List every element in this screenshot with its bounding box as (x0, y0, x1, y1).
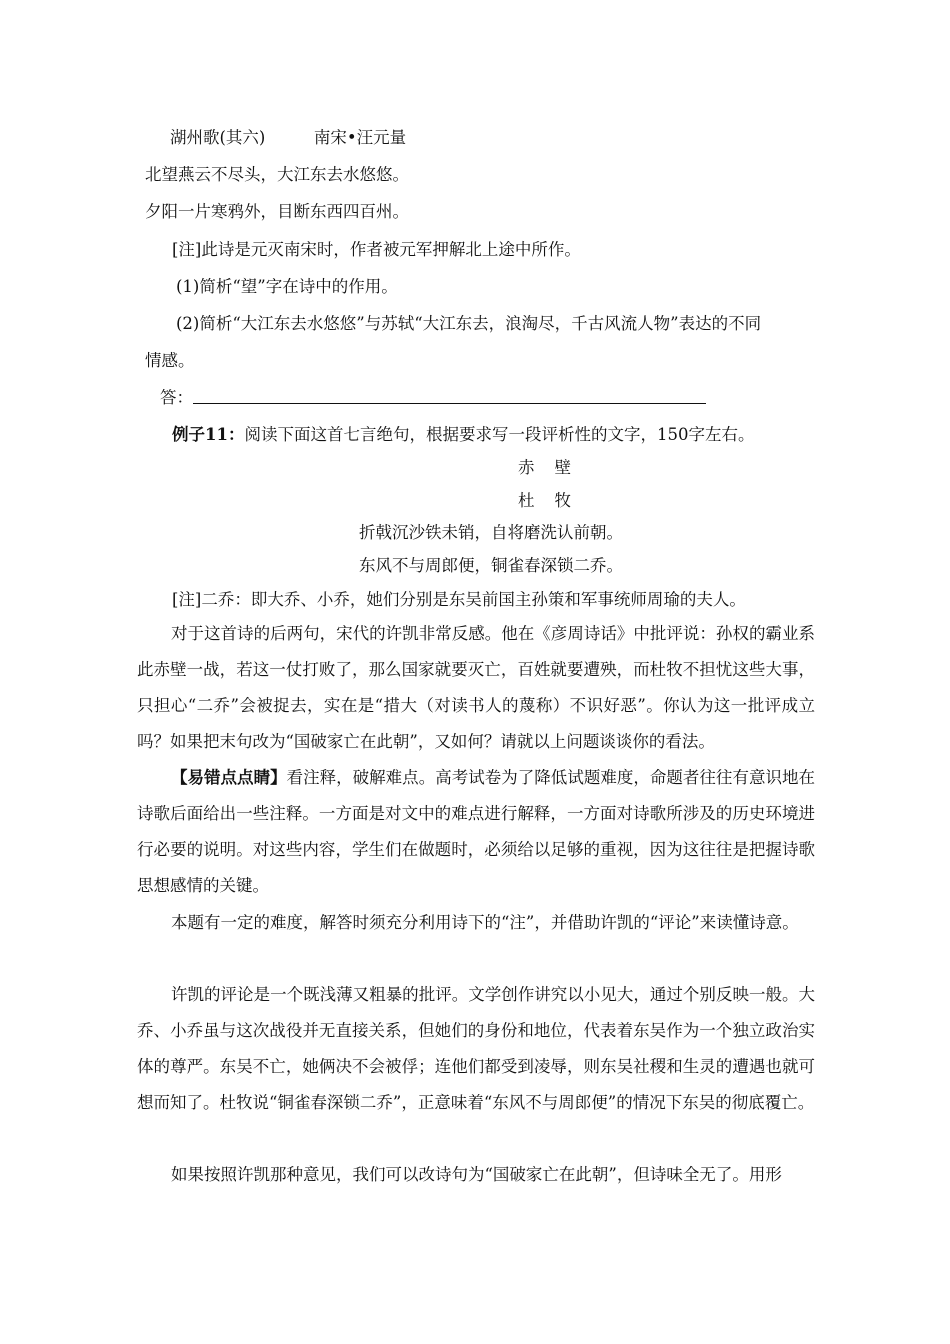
tip-label: 【易错点点睛】 (171, 768, 287, 787)
question-1: (1)简析“望”字在诗中的作用。 (176, 277, 398, 296)
paragraph-tip (137, 760, 815, 904)
paragraph-criticism: 对于这首诗的后两句，宋代的许凯非常反感。他在《彦周诗话》中批评说：孙权的霸业系此赤壁一战，若这一仗打败了，那么国家就要灭亡，百姓就要遭殃，而杜牧不担忧这些大事，只担心“二乔”会被捉去，实在是“措大（对读书人的蔑称）不识好恶”。你认为这一批评成立吗？如果把末句改为“国破家亡在此朝”，又如何？请就以上问题谈谈你的看法。 (137, 624, 815, 751)
tip-text: 看注释，破解难点。高考试卷为了降低试题难度，命题者往往有意识地在诗歌后面给出一些注释。一方面是对文中的难点进行解释，一方面对诗歌所涉及的历史环境进行必要的说明。对这些内容，学生们在做题时，必须给以足够的重视，因为这往往是把握诗歌思想感情的关键。 (137, 768, 816, 895)
poem1-title: 湖州歌(其六) (170, 128, 266, 147)
paragraph-approach: 本题有一定的难度，解答时须充分利用诗下的“注”，并借助许凯的“评论”来读懂诗意。 (171, 913, 799, 932)
example-11-label: 例子11： (172, 425, 245, 444)
question-2-line-1: (2)简析“大江东去水悠悠”与苏轼“大江东去，浪淘尽，千古风流人物”表达的不同 (176, 314, 762, 333)
poem1-line-2: 夕阳一片寒鸦外，目断东西四百州。 (145, 202, 409, 221)
example-11-prompt (172, 425, 754, 445)
paragraph-conclusion: 如果按照许凯那种意见，我们可以改诗句为“国破家亡在此朝”，但诗味全无了。用形 (171, 1165, 782, 1184)
poem1-line-1: 北望燕云不尽头，大江东去水悠悠。 (145, 165, 409, 184)
poem1-note: [注]此诗是元灭南宋时，作者被元军押解北上途中所作。 (172, 240, 581, 259)
paragraph-analysis: 许凯的评论是一个既浅薄又粗暴的批评。文学创作讲究以小见大，通过个别反映一般。大乔、小乔虽与这次战役并无直接关系，但她们的身份和地位，代表着东吴作为一个独立政治实体的尊严。东吴不亡，她俩决不会被俘；连他们都受到凌辱，则东吴社稷和生灵的遭遇也就可想而知了。杜牧说“铜雀春深锁二乔”，正意味着“东风不与周郎便”的情况下东吴的彻底覆亡。 (137, 985, 815, 1112)
poem1-heading (170, 128, 406, 148)
poem2-line-2: 东风不与周郎便，铜雀春深锁二乔。 (359, 556, 623, 575)
poem2-line-1: 折戟沉沙铁未销，自将磨洗认前朝。 (359, 523, 623, 542)
poem2-note: [注]二乔：即大乔、小乔，她们分别是东吴前国主孙策和军事统师周瑜的夫人。 (172, 590, 746, 609)
poem2-title: 赤壁 (518, 458, 591, 477)
poem2-author: 杜牧 (518, 491, 591, 510)
question-2-line-2: 情感。 (145, 351, 195, 370)
answer-label: 答： (160, 388, 193, 407)
example-11-prompt-text: 阅读下面这首七言绝句，根据要求写一段评析性的文字，150字左右。 (244, 425, 755, 444)
answer-blank-line (193, 403, 706, 404)
poem1-author: 南宋•汪元量 (313, 128, 407, 147)
